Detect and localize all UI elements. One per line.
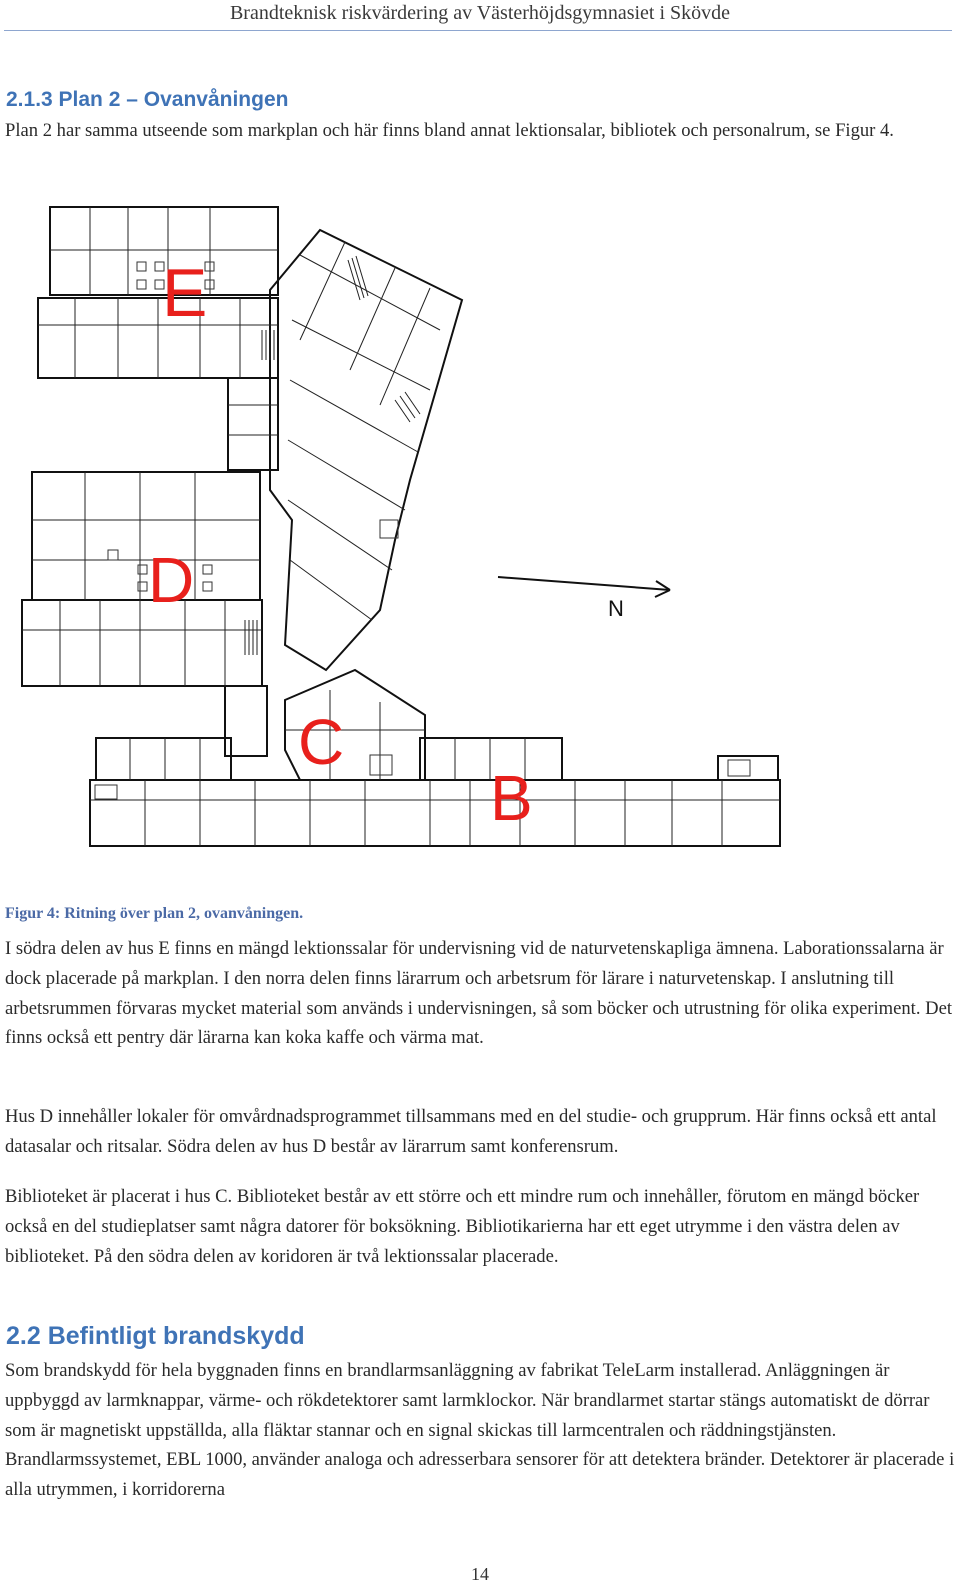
paragraph-hus-c: Biblioteket är placerat i hus C. Biblioteket består av ett större och ett mindre rum och innehåller, förutom en mängd böcker också en del studieplatser samt några datorer för boksökning. Bibliotikarierna har ett eget utrymme i den västra delen av biblioteket. På den södra delen av koridoren är två lektionssalar placerade. (5, 1186, 920, 1267)
floor-plan-drawing (0, 190, 960, 880)
building-b-label: B (490, 762, 533, 834)
north-label: N (608, 596, 624, 621)
paragraph-hus-d: Hus D innehåller lokaler för omvårdnadsprogrammet tillsammans med en del studie- och grupprum. Här finns också ett antal datasalar och ritsalar. Södra delen av hus D består av lärarrum samt konferensrum. (5, 1106, 937, 1157)
floor-plan-figure (0, 190, 960, 880)
building-d-label: D (148, 544, 195, 616)
figure-caption: Figur 4: Ritning över plan 2, ovanvåningen. (5, 905, 304, 922)
section-heading-2-2: 2.2 Befintligt brandskydd (6, 1322, 305, 1350)
paragraph-brandskydd: Som brandskydd för hela byggnaden finns en brandlarmsanläggning av fabrikat TeleLarm installerad. Anläggningen är uppbyggd av larmknappar, värme- och rökdetektorer samt larmklockor. När brandlarmet startar stängs automatiskt de dörrar som är magnetiskt uppställda, alla fläktar stannar och en signal skickas till larmcentralen och räddningstjänsten. Brandlarmssystemet, EBL 1000, använder analoga och adresserbara sensorer för att detektera bränder. Detektorer är placerade i alla utrymmen, i korridorerna (5, 1360, 955, 1501)
header-title: Brandteknisk riskvärdering av Västerhöjdsgymnasiet i Skövde (229, 2, 731, 24)
paragraph-hus-e: I södra delen av hus E finns en mängd lektionssalar för undervisning vid de naturvetenskapliga ämnena. Laborationssalarna är dock placerade på markplan. I den norra delen finns lärarrum och arbetsrum för lärare i naturvetenskap. I anslutning till arbetsrummen förvaras mycket material som används i undervisningen, så som böcker och utrustning för olika experiment. Det finns också ett pentry där lärarna kan koka kaffe och värma mat. (5, 938, 952, 1049)
page-header (0, 0, 960, 32)
header-divider (4, 30, 952, 31)
building-e-label: E (162, 255, 208, 331)
section-heading-2-1-3: 2.1.3 Plan 2 – Ovanvåningen (6, 88, 289, 111)
section-intro-text: Plan 2 har samma utseende som markplan och här finns bland annat lektionsalar, bibliotek och personalrum, se Figur 4. (5, 120, 894, 141)
north-arrow (498, 577, 670, 597)
page-number: 14 (471, 1564, 489, 1584)
building-c-label: C (298, 706, 345, 778)
